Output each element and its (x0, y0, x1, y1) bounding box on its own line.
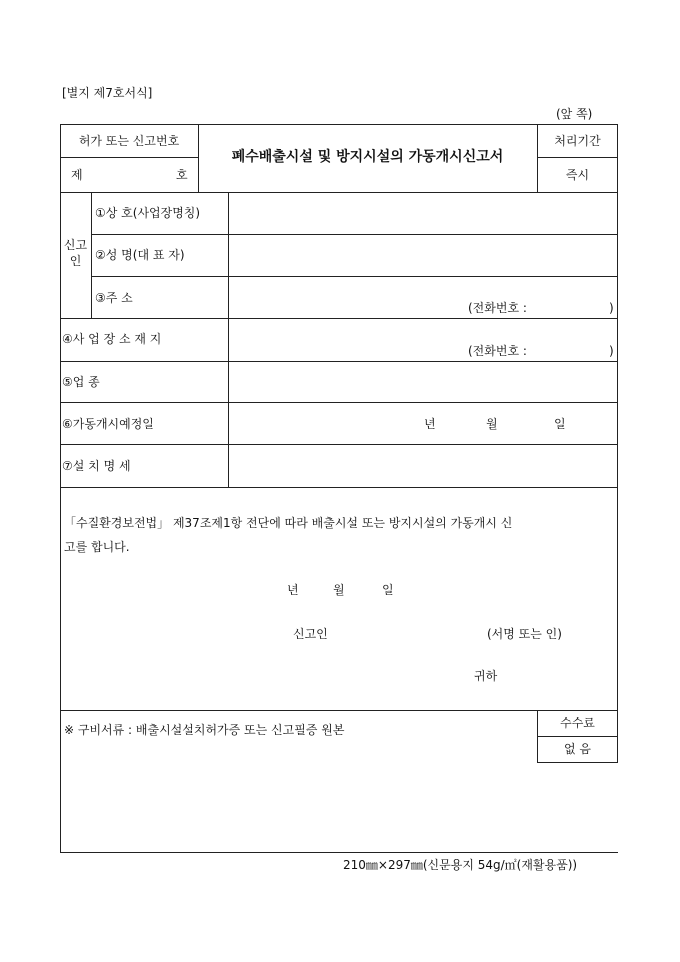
divider (60, 444, 618, 445)
site-location-label: ④사 업 장 소 재 지 (62, 332, 162, 346)
period-value: 즉시 (565, 168, 590, 182)
divider (228, 192, 229, 487)
divider (60, 318, 618, 319)
installation-label: ⑦설 치 명 세 (62, 459, 131, 473)
start-day-label: 일 (554, 417, 566, 431)
number-suffix: 호 (176, 168, 188, 182)
divider (60, 487, 618, 488)
business-type-label: ⑤업 종 (62, 375, 100, 389)
divider (91, 276, 618, 277)
divider (60, 157, 198, 158)
start-date-label: ⑥가동개시예정일 (62, 417, 154, 431)
divider (91, 234, 618, 235)
business-name-label: ①상 호(사업장명칭) (95, 206, 201, 220)
fee-label: 수수료 (560, 716, 595, 730)
divider (91, 192, 92, 318)
site-phone-label: (전화번호 : (468, 344, 527, 358)
divider (60, 402, 618, 403)
divider (60, 361, 618, 362)
fee-value: 없 음 (564, 742, 591, 756)
period-label: 처리기간 (554, 134, 601, 148)
declaration-day-label: 일 (382, 583, 394, 597)
divider (537, 157, 618, 158)
permit-number-label: 허가 또는 신고번호 (78, 134, 180, 148)
divider (60, 192, 618, 193)
page-side: (앞 쪽) (556, 107, 593, 121)
divider (60, 710, 618, 711)
representative-label: ②성 명(대 표 자) (95, 248, 185, 262)
site-phone-close: ) (609, 344, 614, 358)
divider (537, 736, 618, 737)
declaration-line: 고를 합니다. (64, 540, 130, 554)
frame-left-line (60, 124, 61, 853)
frame-bottom-line (60, 852, 618, 853)
reporter-group-label: 신고 (63, 238, 88, 252)
frame-top-line (60, 124, 618, 125)
declaration-year-label: 년 (287, 583, 299, 597)
form-number: [별지 제7호서식] (62, 86, 153, 100)
start-year-label: 년 (424, 417, 436, 431)
signature-note: (서명 또는 인) (487, 627, 562, 641)
phone-label: (전화번호 : (468, 301, 527, 315)
required-documents: ※ 구비서류 : 배출시설설치허가증 또는 신고필증 원본 (64, 723, 345, 737)
start-month-label: 월 (486, 417, 498, 431)
reporter-group-label: 인 (69, 254, 82, 268)
paper-spec: 210㎜×297㎜(신문용지 54g/㎡(재활용품)) (343, 858, 578, 872)
declaration-line: 「수질환경보전법」 제37조제1항 전단에 따라 배출시설 또는 방지시설의 가동개시 신 (64, 516, 513, 530)
phone-close: ) (609, 301, 614, 315)
addressee-label: 귀하 (474, 669, 498, 683)
declaration-month-label: 월 (333, 583, 345, 597)
page-title: 폐수배출시설 및 방지시설의 가동개시신고서 (231, 149, 504, 165)
address-label: ③주 소 (95, 291, 133, 305)
number-prefix: 제 (71, 168, 83, 182)
divider (537, 762, 618, 763)
signer-label: 신고인 (293, 627, 328, 641)
